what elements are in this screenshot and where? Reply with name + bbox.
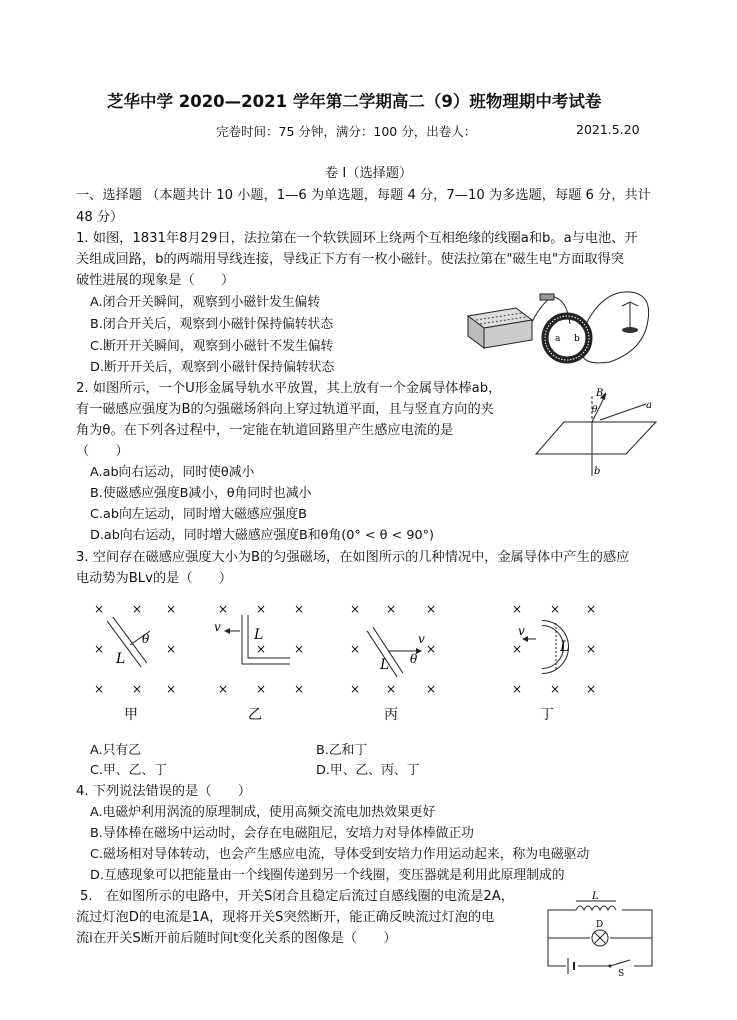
q2-option-d: D.ab向右运动，同时增大磁感应强度B和θ角(0° < θ < 90°) [90, 528, 434, 543]
switch [540, 294, 554, 300]
svg-text:×: × [94, 682, 105, 696]
label-B: B [596, 388, 604, 399]
part-instructions-line1: 一、选择题 （本题共计 10 小题，1—6 为单选题，每题 4 分，7—10 为多选题，每题 6 分，共计 [76, 188, 651, 203]
exam-date: 2021.5.20 [576, 122, 640, 137]
svg-text:×: × [350, 602, 361, 616]
q1-option-d: D.断开开关后，观察到小磁针保持偏转状态 [90, 360, 335, 375]
svg-text:×: × [586, 602, 597, 616]
q1-stem-line3: 破性进展的现象是（ ） [76, 273, 235, 288]
q4-stem: 4. 下列说法错误的是（ ） [76, 784, 252, 799]
svg-text:×: × [350, 682, 361, 696]
svg-text:×: × [386, 602, 397, 616]
q2-stem-line3: 角为θ。在下列各过程中，一定能在轨道回路里产生感应电流的是 [76, 423, 454, 438]
label-theta: θ [592, 405, 598, 415]
label-v: v [214, 620, 221, 634]
svg-text:×: × [512, 642, 523, 656]
svg-text:×: × [256, 682, 267, 696]
q2-stem-line4: （ ） [76, 444, 129, 459]
svg-text:×: × [94, 602, 105, 616]
fig-bing [350, 602, 436, 696]
caption-jia: 甲 [124, 707, 138, 723]
svg-text:×: × [132, 602, 143, 616]
q1-option-a: A.闭合开关瞬间，观察到小磁针发生偏转 [90, 295, 321, 310]
fig-ding [512, 602, 596, 696]
svg-text:×: × [94, 642, 105, 656]
svg-text:×: × [512, 682, 523, 696]
coil-b-label: b [574, 334, 580, 344]
q4-option-a: A.电磁炉利用涡流的原理制成，使用高频交流电加热效果更好 [90, 805, 436, 820]
q4-option-b: B.导体棒在磁场中运动时，会存在电磁阻尼，安培力对导体棒做正功 [90, 826, 474, 841]
fig-yi [214, 602, 304, 696]
q1-option-c: C.断开开关瞬间，观察到小磁针不发生偏转 [90, 339, 334, 354]
q2-rail-figure [534, 382, 664, 482]
q1-option-b: B.闭合开关后，观察到小磁针保持偏转状态 [90, 317, 334, 332]
q5-stem-line2: 流过灯泡D的电流是1A，现将开关S突然断开，能正确反映流过灯泡的电 [76, 910, 495, 925]
battery-box [468, 308, 532, 348]
q2-option-c: C.ab向左运动，同时增大磁感应强度B [90, 507, 307, 522]
q3-option-a: A.只有乙 [90, 743, 141, 758]
svg-text:×: × [350, 642, 361, 656]
section-title: 卷 I（选择题） [325, 166, 413, 181]
svg-text:θ: θ [410, 652, 418, 666]
q2-stem-line2: 有一磁感应强度为B的匀强磁场斜向上穿过轨道平面，且与竖直方向的夹 [76, 402, 494, 417]
coil-a-label: a [555, 334, 561, 344]
label-L: L [116, 651, 126, 667]
compass-base [622, 327, 638, 333]
svg-text:×: × [426, 602, 437, 616]
svg-text:θ: θ [142, 632, 150, 646]
svg-text:×: × [166, 602, 177, 616]
svg-text:×: × [218, 682, 229, 696]
svg-text:×: × [294, 602, 305, 616]
q2-option-b: B.使磁感应强度B减小，θ角同时也减小 [90, 486, 312, 501]
q2-stem-line1: 2. 如图所示，一个U形金属导轨水平放置，其上放有一个金属导体棒ab， [76, 381, 502, 396]
svg-text:×: × [256, 602, 267, 616]
label-L: L [380, 657, 390, 673]
q2-option-a: A.ab向右运动，同时使θ减小 [90, 465, 255, 480]
q5-circuit-figure [540, 890, 660, 976]
svg-text:×: × [512, 602, 523, 616]
exam-title: 芝华中学 2020—2021 学年第二学期高二（9）班物理期中考试卷 [107, 92, 602, 111]
exam-info: 完卷时间：75 分钟，满分：100 分，出卷人： [216, 124, 477, 139]
q3-stem-line1: 3. 空间存在磁感应强度大小为B的匀强磁场，在如图所示的几种情况中，金属导体中产生的感应 [76, 550, 630, 565]
svg-text:×: × [132, 682, 143, 696]
svg-text:×: × [426, 642, 437, 656]
label-L: L [592, 891, 599, 902]
label-L: L [254, 627, 264, 643]
svg-text:×: × [426, 682, 437, 696]
label-S: S [618, 969, 625, 976]
svg-text:×: × [218, 602, 229, 616]
q3-option-c: C.甲、乙、丁 [90, 763, 167, 778]
svg-text:×: × [166, 682, 177, 696]
label-L: L [560, 639, 570, 655]
svg-text:×: × [256, 642, 267, 656]
q4-option-d: D.互感现象可以把能量由一个线圈传递到另一个线圈，变压器就是利用此原理制成的 [90, 868, 565, 883]
caption-ding: 丁 [540, 707, 554, 723]
q3-stem-line2: 电动势为BLv的是（ ） [76, 571, 233, 586]
q5-stem-line3: 流i在开关S断开前后随时间t变化关系的图像是（ ） [76, 931, 397, 946]
rail-plane [536, 422, 656, 454]
q3-option-b: B.乙和丁 [316, 743, 368, 758]
q5-stem-line1: 5. 在如图所示的电路中，开关S闭合且稳定后流过自感线圈的电流是2A， [80, 889, 514, 904]
q4-option-c: C.磁场相对导体转动，也会产生感应电流，导体受到安培力作用运动起来，称为电磁驱动 [90, 847, 590, 862]
svg-text:×: × [550, 602, 561, 616]
q3-option-d: D.甲、乙、丙、丁 [316, 763, 420, 778]
q1-stem-line2: 关组成回路，b的两端用导线连接，导线正下方有一枚小磁针。使法拉第在"磁生电"方面取得突 [76, 252, 624, 267]
svg-text:×: × [586, 682, 597, 696]
svg-text:v: v [418, 632, 425, 646]
svg-text:×: × [550, 682, 561, 696]
svg-text:v: v [518, 624, 525, 638]
label-a: a [646, 400, 652, 411]
caption-yi: 乙 [248, 707, 262, 723]
svg-text:×: × [586, 642, 597, 656]
q3-figures [80, 595, 670, 725]
svg-text:×: × [294, 682, 305, 696]
q1-faraday-figure [462, 280, 662, 370]
q1-stem-line1: 1. 如图，1831年8月29日，法拉第在一个软铁圆环上绕两个互相绝缘的线圈a和b。a与电池、开 [76, 231, 638, 246]
label-D: D [596, 920, 604, 930]
svg-text:×: × [166, 642, 177, 656]
part-instructions-line2: 48 分） [76, 210, 124, 225]
caption-bing: 丙 [384, 707, 398, 723]
label-b: b [594, 466, 601, 477]
fig-jia [94, 602, 176, 696]
svg-text:×: × [386, 682, 397, 696]
svg-text:×: × [294, 642, 305, 656]
